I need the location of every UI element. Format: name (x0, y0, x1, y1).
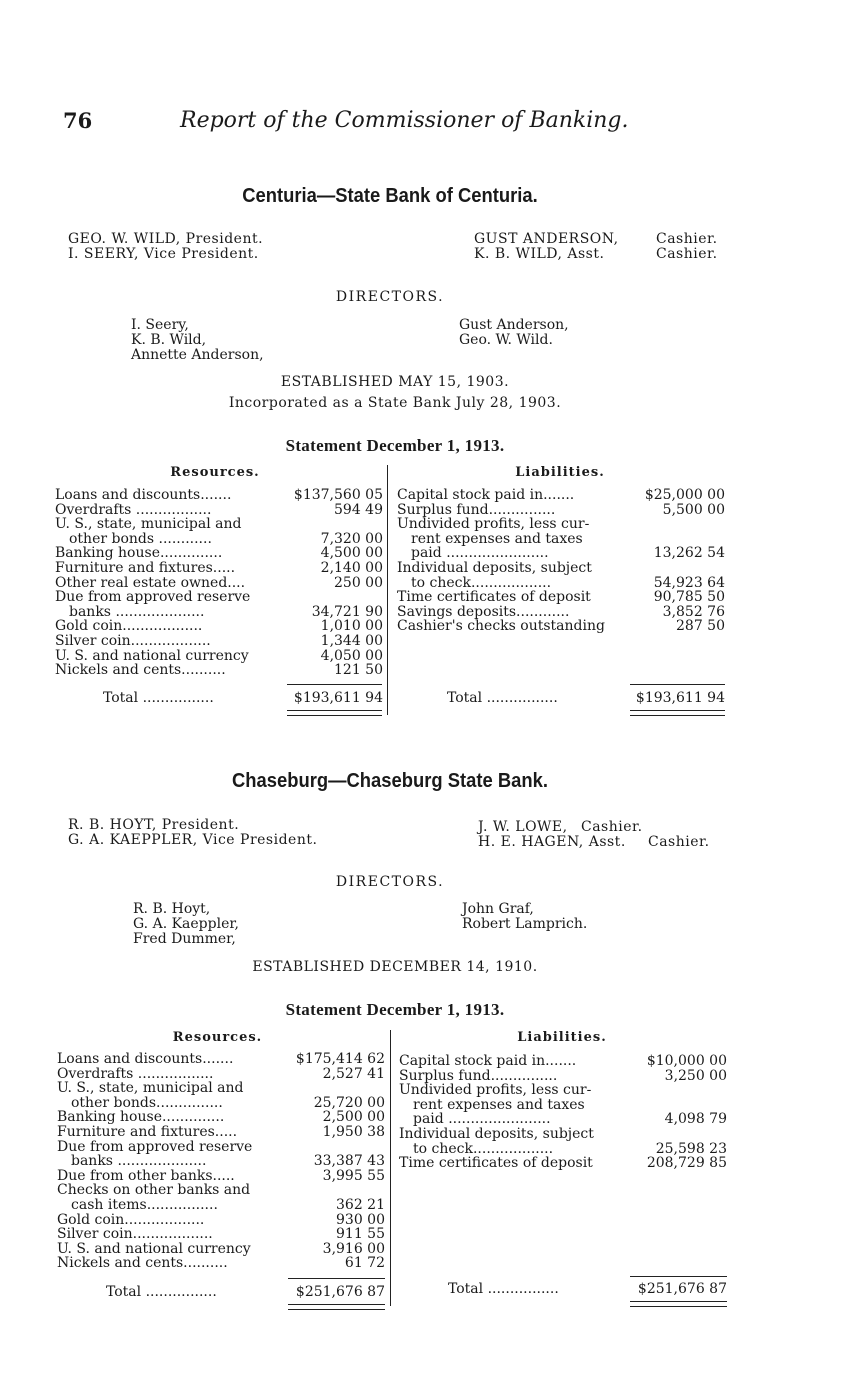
resource-amount: 362 21 (336, 1196, 385, 1213)
resource-row (55, 649, 383, 664)
officer-title: Cashier. (656, 231, 718, 247)
resource-label: Overdrafts ................. (57, 1066, 214, 1082)
resources-heading: Resources. (172, 1030, 263, 1045)
liability-amount (637, 532, 725, 547)
resource-row (55, 634, 383, 649)
resource-amount: 3,916 00 (322, 1240, 385, 1257)
liability-label: Undivided profits, less cur- (399, 1083, 592, 1098)
liability-row (397, 605, 725, 620)
director: G. A. Kaeppler, (133, 916, 239, 932)
liability-label: rent expenses and taxes (413, 1097, 585, 1113)
liability-row (397, 488, 725, 503)
resource-amount: 33,387 43 (313, 1153, 385, 1170)
officer-name: K. B. WILD, Asst. (474, 246, 605, 262)
liability-row (399, 1069, 727, 1084)
double-rule (287, 710, 382, 716)
resource-row (55, 532, 383, 547)
liability-amount: 90,785 50 (653, 589, 725, 606)
resource-label: Banking house.............. (57, 1110, 225, 1125)
subtotal-rule (630, 1276, 727, 1277)
officer-title: Cashier. (581, 819, 643, 835)
directors-right (462, 902, 587, 932)
resource-label: Due from approved reserve (57, 1139, 253, 1155)
liability-amount: 54,923 64 (653, 574, 725, 591)
resource-label: banks .................... (69, 604, 205, 620)
liability-row (397, 561, 725, 576)
liability-amount: 13,262 54 (653, 545, 725, 562)
resources-total-row (106, 1284, 385, 1300)
liability-amount: 208,729 85 (646, 1155, 727, 1172)
directors-left (133, 902, 239, 947)
liability-amount: $10,000 00 (646, 1053, 727, 1069)
officer (474, 232, 718, 247)
officers-right (474, 232, 718, 262)
officer: GEO. W. WILD, President. (68, 231, 264, 247)
liability-label: Savings deposits............ (397, 604, 570, 620)
resource-amount: $175,414 62 (295, 1051, 385, 1067)
total-amount: $251,676 87 (295, 1284, 385, 1300)
resource-amount: 1,344 00 (320, 632, 383, 649)
resources-heading: Resources. (170, 465, 260, 480)
column-divider (390, 1030, 391, 1306)
liabilities-total-row (447, 690, 725, 706)
liability-amount: 3,250 00 (664, 1067, 727, 1084)
resource-amount: 34,721 90 (311, 603, 383, 620)
officer-name: J. W. LOWE, (478, 819, 568, 835)
liability-amount: 4,098 79 (664, 1111, 727, 1128)
officer-title: Cashier. (648, 834, 710, 850)
resource-amount: 2,527 41 (322, 1065, 385, 1082)
liability-label: Capital stock paid in....... (399, 1054, 577, 1069)
resource-amount: 1,950 38 (322, 1123, 385, 1140)
resource-row (55, 561, 383, 576)
statement-heading: Statement December 1, 1913. (285, 436, 505, 455)
resource-row (57, 1154, 385, 1169)
total-amount: $251,676 87 (637, 1281, 727, 1297)
resource-row (57, 1242, 385, 1257)
resource-row (57, 1213, 385, 1228)
resource-row (57, 1052, 385, 1067)
resource-amount (297, 1183, 385, 1198)
column-divider (387, 465, 388, 715)
resource-label: U. S. and national currency (55, 648, 249, 664)
resource-label: Overdrafts ................. (55, 502, 212, 518)
resource-label: Nickels and cents.......... (55, 663, 226, 678)
director: Robert Lamprich. (462, 916, 588, 932)
directors-right (459, 318, 569, 348)
liability-row (397, 576, 725, 591)
resources-list (55, 488, 383, 678)
resource-amount: 1,010 00 (320, 618, 383, 635)
director: Gust Anderson, (459, 317, 569, 333)
officer (478, 835, 710, 850)
officer-name: GUST ANDERSON, (474, 231, 619, 247)
total-amount: $193,611 94 (293, 690, 383, 706)
resource-row (57, 1183, 385, 1198)
director: R. B. Hoyt, (133, 901, 211, 917)
liability-label: paid ....................... (413, 1112, 551, 1127)
resource-label: Silver coin.................. (55, 633, 211, 649)
officers-left (68, 232, 263, 262)
liability-amount: 3,852 76 (662, 603, 725, 620)
resource-label: Banking house.............. (55, 546, 223, 561)
resource-row (57, 1081, 385, 1096)
resource-label: Loans and discounts....... (57, 1052, 234, 1067)
resource-label: Other real estate owned.... (55, 575, 246, 591)
total-label: Total ................ (448, 1281, 559, 1297)
resource-amount: 930 00 (336, 1211, 385, 1228)
liabilities-list (399, 1054, 727, 1171)
resource-label: U. S., state, municipal and (57, 1081, 244, 1096)
resource-row (55, 517, 383, 532)
resource-row (55, 619, 383, 634)
resource-row (57, 1125, 385, 1140)
liability-label: paid ....................... (411, 546, 549, 561)
resource-row (57, 1256, 385, 1271)
resource-amount: $137,560 05 (293, 487, 383, 503)
bank-title: Chaseburg—Chaseburg State Bank. (232, 770, 548, 792)
liability-label: rent expenses and taxes (411, 531, 583, 547)
liability-amount: 25,598 23 (655, 1140, 727, 1157)
resource-row (57, 1140, 385, 1155)
officer: R. B. HOYT, President. (68, 817, 240, 833)
page-number: 76 (63, 108, 93, 133)
liability-amount (637, 561, 725, 576)
liabilities-total-row (448, 1281, 727, 1297)
resource-amount (295, 590, 383, 605)
officer-name: H. E. HAGEN, Asst. (478, 834, 626, 850)
liability-amount: $25,000 00 (644, 487, 725, 503)
resource-amount: 3,995 55 (322, 1167, 385, 1184)
resource-row (57, 1110, 385, 1125)
resource-label: Due from other banks..... (57, 1168, 235, 1184)
resource-row (55, 503, 383, 518)
liability-label: Individual deposits, subject (397, 560, 592, 576)
subtotal-rule (288, 1278, 385, 1279)
resource-amount: 4,050 00 (320, 647, 383, 664)
directors-left (131, 318, 264, 363)
resource-label: Nickels and cents.......... (57, 1256, 228, 1271)
officer-title: Cashier. (656, 246, 718, 262)
liability-label: Individual deposits, subject (399, 1126, 594, 1142)
running-header-title: Report of the Commissioner of Banking. (180, 108, 629, 133)
resource-amount: 250 00 (334, 574, 383, 591)
liability-row (399, 1054, 727, 1069)
liabilities-heading: Liabilities. (515, 465, 605, 480)
double-rule (630, 710, 725, 716)
resource-amount: 7,320 00 (320, 530, 383, 547)
liability-row (397, 590, 725, 605)
resource-label: U. S., state, municipal and (55, 517, 242, 532)
liability-label: Time certificates of deposit (399, 1156, 593, 1171)
liability-label: to check.................. (411, 575, 552, 591)
liability-amount (639, 1098, 727, 1113)
liabilities-heading: Liabilities. (517, 1030, 607, 1045)
resource-amount: 594 49 (334, 501, 383, 518)
director: Fred Dummer, (133, 931, 236, 947)
director: K. B. Wild, (131, 332, 207, 348)
director: I. Seery, (131, 317, 189, 333)
resource-amount: 4,500 00 (320, 545, 383, 562)
resource-row (55, 576, 383, 591)
resource-row (55, 546, 383, 561)
resource-label: U. S. and national currency (57, 1241, 251, 1257)
officer (478, 820, 710, 835)
resource-row (55, 488, 383, 503)
officers-left (68, 818, 317, 848)
liability-label: Surplus fund............... (399, 1068, 558, 1084)
liability-label: Time certificates of deposit (397, 590, 591, 605)
resource-amount (297, 1081, 385, 1096)
liabilities-list (397, 488, 725, 634)
resource-label: Checks on other banks and (57, 1183, 251, 1198)
resource-row (57, 1227, 385, 1242)
resource-row (57, 1067, 385, 1082)
liability-row (399, 1098, 727, 1113)
subtotal-rule (630, 684, 725, 685)
liability-amount (639, 1083, 727, 1098)
resource-label: Furniture and fixtures..... (57, 1124, 238, 1140)
liability-label: Capital stock paid in....... (397, 488, 575, 503)
bank-title: Centuria—State Bank of Centuria. (242, 185, 538, 207)
double-rule (630, 1301, 727, 1307)
liability-row (397, 517, 725, 532)
liability-row (397, 546, 725, 561)
total-label: Total ................ (447, 690, 558, 706)
subtotal-rule (287, 684, 382, 685)
liability-label: Cashier's checks outstanding (397, 619, 605, 634)
total-label: Total ................ (103, 690, 214, 706)
total-label: Total ................ (106, 1284, 217, 1300)
incorporated-line: Incorporated as a State Bank July 28, 1903. (228, 395, 562, 411)
liability-amount: 287 50 (676, 618, 725, 635)
resource-label: Loans and discounts....... (55, 488, 232, 503)
liability-row (399, 1156, 727, 1171)
liability-row (397, 619, 725, 634)
resource-label: Furniture and fixtures..... (55, 560, 236, 576)
resource-label: Gold coin.................. (55, 619, 203, 634)
officers-right (478, 820, 710, 850)
liability-row (399, 1142, 727, 1157)
resource-amount: 911 55 (336, 1226, 385, 1243)
resource-amount: 2,140 00 (320, 559, 383, 576)
resource-amount (295, 517, 383, 532)
resource-amount (297, 1140, 385, 1155)
resources-list (57, 1052, 385, 1271)
resource-label: Silver coin.................. (57, 1227, 213, 1242)
resource-label: other bonds ............ (69, 531, 212, 547)
liability-row (399, 1083, 727, 1098)
liability-row (399, 1127, 727, 1142)
liability-row (399, 1112, 727, 1127)
resource-row (57, 1198, 385, 1213)
officer: I. SEERY, Vice President. (68, 246, 259, 262)
liability-amount (639, 1127, 727, 1142)
resource-row (55, 663, 383, 678)
officer: G. A. KAEPPLER, Vice President. (68, 832, 318, 848)
resource-amount: 61 72 (344, 1255, 385, 1272)
resource-label: other bonds............... (71, 1095, 223, 1111)
resource-amount: 25,720 00 (313, 1094, 385, 1111)
total-amount: $193,611 94 (635, 690, 725, 706)
resource-label: Due from approved reserve (55, 590, 251, 605)
director: Annette Anderson, (131, 347, 264, 363)
statement-heading: Statement December 1, 1913. (285, 1000, 505, 1019)
resources-total-row (103, 690, 383, 706)
resource-label: cash items................ (71, 1197, 218, 1213)
liability-label: Undivided profits, less cur- (397, 517, 590, 532)
liability-row (397, 532, 725, 547)
resource-amount: 121 50 (334, 662, 383, 679)
resource-amount: 2,500 00 (322, 1109, 385, 1126)
resource-row (57, 1096, 385, 1111)
liability-label: Surplus fund............... (397, 502, 556, 518)
director: John Graf, (462, 901, 534, 917)
liability-row (397, 503, 725, 518)
liability-label: to check.................. (413, 1141, 554, 1157)
liability-amount (637, 517, 725, 532)
resource-label: Gold coin.................. (57, 1212, 205, 1228)
established-line: ESTABLISHED MAY 15, 1903. (280, 374, 510, 390)
directors-heading: DIRECTORS. (335, 289, 445, 305)
established-line: ESTABLISHED DECEMBER 14, 1910. (252, 959, 538, 975)
officer (474, 247, 718, 262)
resource-row (57, 1169, 385, 1184)
directors-heading: DIRECTORS. (335, 874, 445, 890)
liability-amount: 5,500 00 (662, 501, 725, 518)
resource-row (55, 590, 383, 605)
double-rule (288, 1304, 385, 1310)
resource-label: banks .................... (71, 1154, 207, 1169)
director: Geo. W. Wild. (459, 332, 553, 348)
resource-row (55, 605, 383, 620)
